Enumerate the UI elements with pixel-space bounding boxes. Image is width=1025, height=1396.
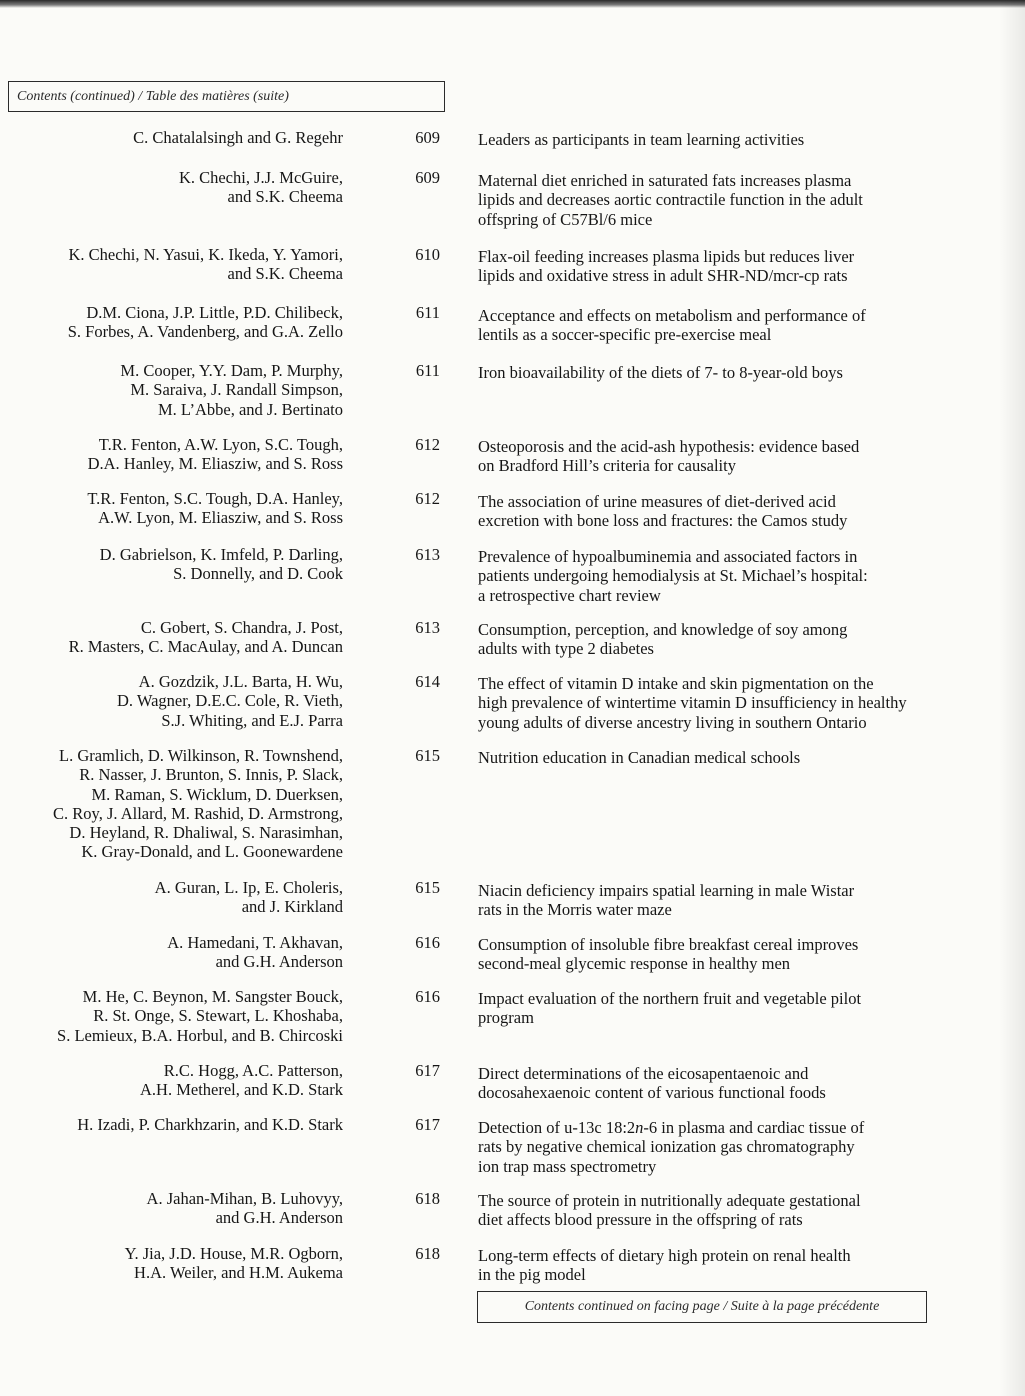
entry-authors: D.M. Ciona, J.P. Little, P.D. Chilibeck, S. Forbes, A. Vandenberg, and G.A. Zello: [67, 303, 343, 342]
entry-title: The association of urine measures of diet-derived acid excretion with bone loss and fractures: the Camos study: [478, 492, 848, 531]
continued-footer: Contents continued on facing page / Suite à la page précédente: [477, 1291, 927, 1323]
entry-title: Prevalence of hypoalbuminemia and associated factors in patients undergoing hemodialysis at St. Michael’s hospital: a retrospective chart review: [478, 547, 868, 605]
entry-page: 614: [415, 672, 440, 691]
entry-authors: H. Izadi, P. Charkhzarin, and K.D. Stark: [77, 1115, 343, 1134]
contents-header: Contents (continued) / Table des matières (suite): [8, 81, 445, 112]
entry-title: Long-term effects of dietary high protein on renal health in the pig model: [478, 1246, 851, 1285]
entry-authors: M. Cooper, Y.Y. Dam, P. Murphy, M. Saraiva, J. Randall Simpson, M. L’Abbe, and J. Bertinato: [120, 361, 343, 419]
entry-title: Niacin deficiency impairs spatial learning in male Wistar rats in the Morris water maze: [478, 881, 855, 920]
entry-authors: A. Guran, L. Ip, E. Choleris, and J. Kirkland: [154, 878, 343, 917]
entry-authors: T.R. Fenton, S.C. Tough, D.A. Hanley, A.W. Lyon, M. Eliasziw, and S. Ross: [87, 489, 343, 528]
entry-authors: K. Chechi, J.J. McGuire, and S.K. Cheema: [178, 168, 343, 207]
entry-page: 615: [415, 746, 440, 765]
entry-title: Osteoporosis and the acid-ash hypothesis: evidence based on Bradford Hill’s criteria for causality: [478, 437, 860, 476]
entry-page: 609: [415, 128, 440, 147]
entry-authors: R.C. Hogg, A.C. Patterson, A.H. Metherel, and K.D. Stark: [140, 1061, 343, 1100]
entry-title: Consumption, perception, and knowledge of soy among adults with type 2 diabetes: [478, 620, 848, 659]
entry-title: Maternal diet enriched in saturated fats increases plasma lipids and decreases aortic contractile function in the adult offspring of C57Bl/6 mice: [478, 171, 863, 229]
entry-page: 611: [415, 303, 440, 322]
entry-title: Flax-oil feeding increases plasma lipids but reduces liver lipids and oxidative stress in adult SHR-ND/mcr-cp rats: [478, 247, 855, 286]
entry-page: 617: [415, 1061, 440, 1080]
entry-authors: A. Jahan-Mihan, B. Luhovyy, and G.H. Anderson: [146, 1189, 343, 1228]
entry-authors: A. Gozdzik, J.L. Barta, H. Wu, D. Wagner, D.E.C. Cole, R. Vieth, S.J. Whiting, and E.J. Parra: [116, 672, 343, 730]
entry-page: 610: [415, 245, 440, 264]
entry-page: 618: [415, 1189, 440, 1208]
entry-title: Iron bioavailability of the diets of 7- to 8-year-old boys: [478, 363, 843, 382]
entry-title: [478, 1118, 948, 1176]
title-italic-n: n: [635, 1118, 644, 1137]
entry-authors: C. Gobert, S. Chandra, J. Post, R. Masters, C. MacAulay, and A. Duncan: [68, 618, 343, 657]
entry-title: Leaders as participants in team learning activities: [478, 130, 805, 149]
entry-authors: M. He, C. Beynon, M. Sangster Bouck, R. St. Onge, S. Stewart, L. Khoshaba, S. Lemieux, B.A. Horbul, and B. Chircoski: [57, 987, 343, 1045]
entry-page: 615: [415, 878, 440, 897]
entry-authors: Y. Jia, J.D. House, M.R. Ogborn, H.A. Weiler, and H.M. Aukema: [124, 1244, 343, 1283]
entry-page: 616: [415, 933, 440, 952]
entry-page: 618: [415, 1244, 440, 1263]
entry-authors: C. Chatalalsingh and G. Regehr: [133, 128, 343, 147]
entry-title: The effect of vitamin D intake and skin pigmentation on the high prevalence of wintertime vitamin D insufficiency in healthy young adults of diverse ancestry living in southern Ontario: [478, 674, 907, 732]
entry-title: Nutrition education in Canadian medical schools: [478, 748, 801, 767]
entry-authors: L. Gramlich, D. Wilkinson, R. Townshend, R. Nasser, J. Brunton, S. Innis, P. Slack, M. Raman, S. Wicklum, D. Duerksen, C. Roy, J. Allard, M. Rashid, D. Armstrong, D. Heyland, R. Dhaliwal, S. Narasimhan, K. Gray-Donald, and L. Goonewardene: [53, 746, 343, 862]
entry-page: 609: [415, 168, 440, 187]
entry-page: 613: [415, 545, 440, 564]
entry-authors: D. Gabrielson, K. Imfeld, P. Darling, S. Donnelly, and D. Cook: [99, 545, 343, 584]
entry-title: Consumption of insoluble fibre breakfast cereal improves second-meal glycemic response in healthy men: [478, 935, 859, 974]
entry-page: 611: [415, 361, 440, 380]
entry-title: Direct determinations of the eicosapentaenoic and docosahexaenoic content of various functional foods: [478, 1064, 826, 1103]
entry-page: 612: [415, 435, 440, 454]
entry-title: Acceptance and effects on metabolism and performance of lentils as a soccer-specific pre-exercise meal: [478, 306, 866, 345]
entry-page: 612: [415, 489, 440, 508]
title-text: -6 in plasma and cardiac tissue of rats by negative chemical ionization gas chromatography ion trap mass spectrometry: [478, 1118, 865, 1176]
entry-title: Impact evaluation of the northern fruit and vegetable pilot program: [478, 989, 862, 1028]
entry-page: 617: [415, 1115, 440, 1134]
entry-page: 616: [415, 987, 440, 1006]
title-text: Detection of u-13c 18:2: [478, 1118, 636, 1137]
scan-right-edge: [999, 0, 1025, 1396]
entry-authors: T.R. Fenton, A.W. Lyon, S.C. Tough, D.A. Hanley, M. Eliasziw, and S. Ross: [87, 435, 343, 474]
entry-authors: A. Hamedani, T. Akhavan, and G.H. Anderson: [167, 933, 343, 972]
entry-page: 613: [415, 618, 440, 637]
entry-authors: K. Chechi, N. Yasui, K. Ikeda, Y. Yamori, and S.K. Cheema: [68, 245, 343, 284]
scan-top-edge: [0, 0, 1025, 8]
entry-title: The source of protein in nutritionally adequate gestational diet affects blood pressure in the offspring of rats: [478, 1191, 861, 1230]
